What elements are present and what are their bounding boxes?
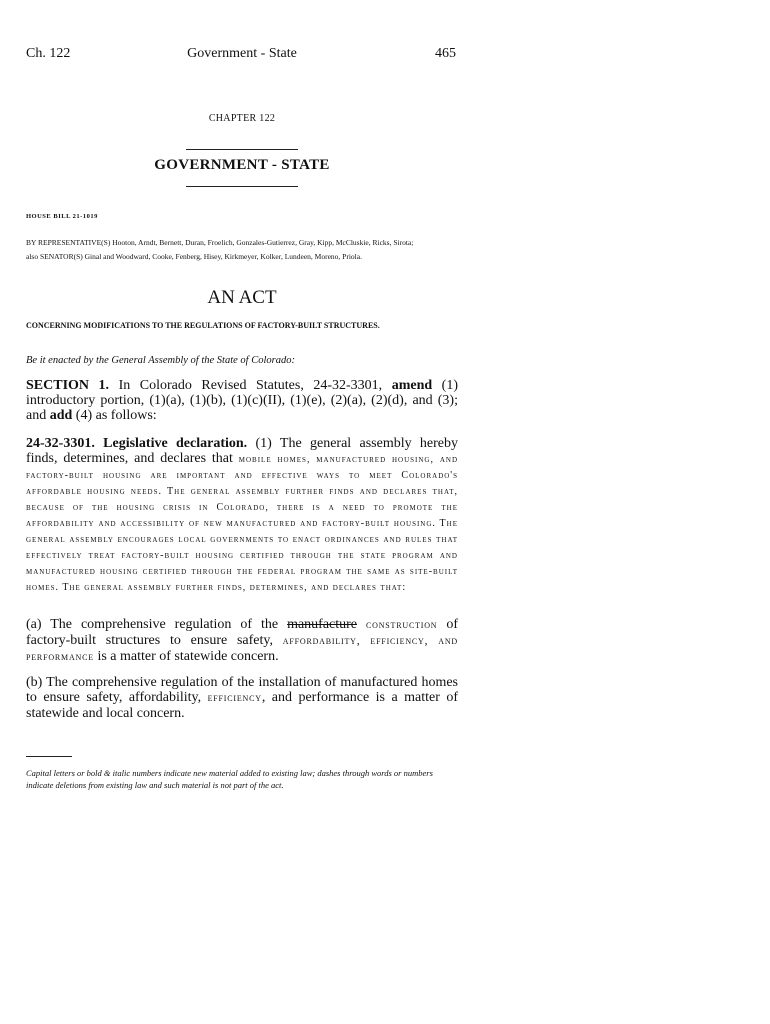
section-text: In Colorado Revised Statutes, 24-32-3301, (109, 378, 392, 393)
title-rule-top (186, 149, 298, 150)
declaration-text: (1) The general assembly hereby finds, determines, and declares that (26, 436, 459, 466)
section-label: SECTION 1. (26, 378, 110, 393)
section-text: (4) as follows: (72, 408, 157, 423)
sponsors-representatives: BY REPRESENTATIVE(S) Hooton, Arndt, Bernett, Duran, Froelich, Gonzales-Gutierrez, Gray, Kipp, McCluskie, Ricks, Sirota; (26, 238, 414, 247)
chapter-short: Ch. 122 (26, 46, 71, 61)
paragraph-text: , and performance is a matter of statewide and local concern. (26, 690, 458, 721)
footnote: Capital letters or bold & italic numbers indicate new material added to existing law; dashes through words or numbers indicate deletions from existing law and such material is not part of the act. (26, 768, 433, 790)
document-title: GOVERNMENT - STATE (154, 157, 330, 173)
deleted-text: manufacture (287, 617, 358, 632)
sponsors-senators: also SENATOR(S) Ginal and Woodward, Cooke, Fenberg, Hisey, Kirkmeyer, Kolker, Lundeen, Moreno, Priola. (26, 252, 362, 261)
page-number: 465 (435, 46, 456, 61)
inserted-text: construction (366, 619, 438, 631)
paragraph-text: (a) The comprehensive regulation of the (26, 617, 288, 632)
paragraph-text: (b) The comprehensive regulation of the installation of manufactured homes to ensure safety, affordability, (26, 675, 458, 705)
paragraph-text: of factory-built structures to ensure safety, (26, 617, 459, 648)
paragraph-b (26, 675, 458, 721)
section-text: (1) introductory portion, (1)(a), (1)(b), (1)(c)(II), (1)(e), (2)(a), (2)(d), and (3); and (26, 378, 458, 423)
bill-number: HOUSE BILL 21-1019 (26, 213, 98, 220)
statute-number: 24-32-3301. (26, 436, 95, 451)
inserted-text: mobile homes, manufactured housing, and factory-built housing are important and effective ways to meet Colorado's affordable housing needs. The general assembly further finds and declares that, because of the housing crisis in Colorado, there is a need to promote the affordability and accessibility of new manufactured and factory-built housing. The general assembly encourages local governments to enact ordinances and rules that effectively treat factory-built housing certified through the state program and manufactured housing certified through the federal program the same as site-built homes. The general assembly further finds, determines, and declares that: (26, 454, 459, 593)
concerning-clause: CONCERNING MODIFICATIONS TO THE REGULATIONS OF FACTORY-BUILT STRUCTURES. (26, 321, 380, 330)
footnote-rule (26, 756, 72, 757)
paragraph-text: is a matter of statewide concern. (93, 649, 279, 664)
inserted-text: affordability, efficiency, and performance (26, 635, 458, 663)
chapter-label: CHAPTER 122 (208, 113, 276, 124)
enacting-clause: Be it enacted by the General Assembly of the State of Colorado: (26, 355, 295, 366)
inserted-text: efficiency (207, 692, 262, 704)
sponsors (26, 236, 460, 264)
section-1-paragraph (26, 378, 458, 423)
act-heading: AN ACT (207, 287, 277, 308)
statute-heading: Legislative declaration. (103, 436, 248, 451)
add-keyword: add (49, 408, 73, 423)
title-rule-bottom (186, 186, 298, 187)
paragraph-a (26, 617, 458, 665)
legislative-declaration-paragraph (26, 436, 458, 595)
amend-keyword: amend (391, 378, 433, 393)
running-title: Government - State (187, 46, 297, 61)
